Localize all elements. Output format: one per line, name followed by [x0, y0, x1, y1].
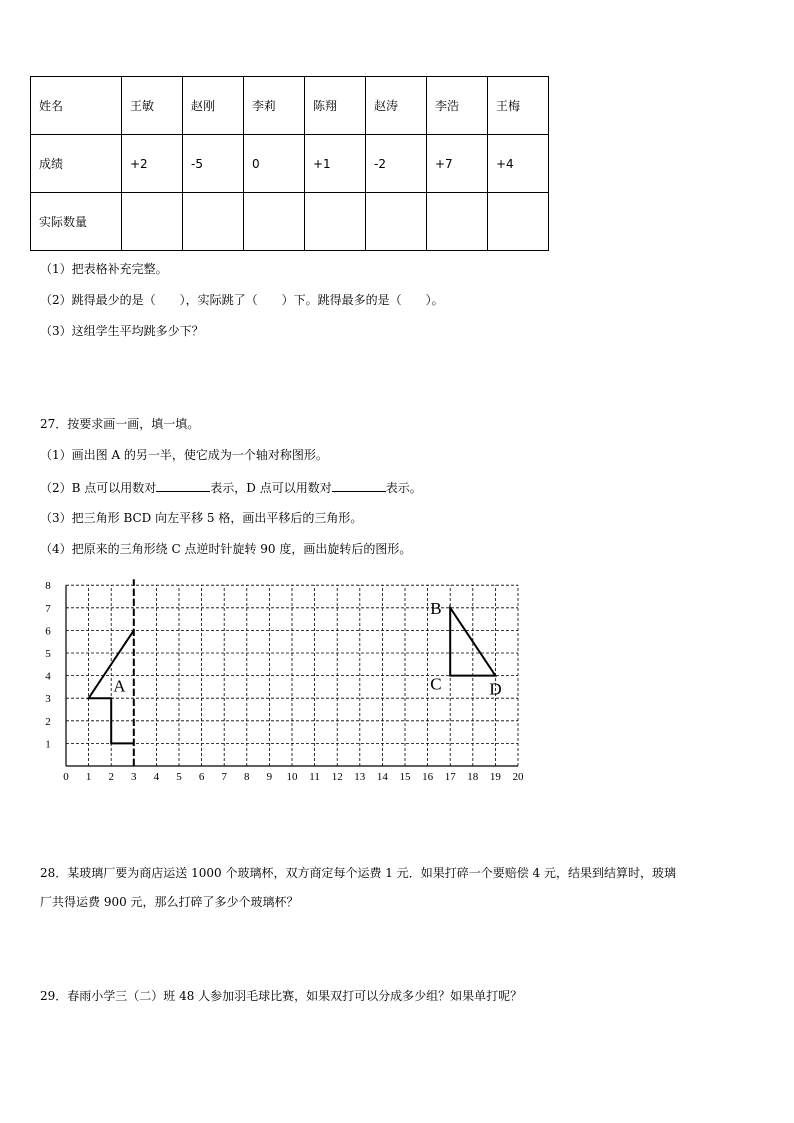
x-tick-label: 17	[444, 771, 456, 783]
x-tick-label: 13	[354, 771, 366, 783]
x-tick-label: 2	[108, 771, 114, 783]
table-header-cell: 姓名	[31, 77, 122, 135]
q28-line2: 厂共得运费 900 元，那么打碎了多少个玻璃杯？	[40, 895, 299, 909]
x-tick-label: 20	[512, 771, 524, 783]
actual-cell	[183, 193, 244, 251]
q26-part1: （1）把表格补充完整。	[40, 262, 168, 276]
x-tick-label: 19	[489, 771, 501, 783]
q26-part3: （3）这组学生平均跳多少下？	[40, 324, 204, 338]
score-cell: +1	[305, 135, 366, 193]
answer-blank[interactable]	[332, 480, 386, 492]
score-table	[30, 76, 549, 251]
x-tick-label: 9	[266, 771, 273, 783]
x-tick-label: 3	[131, 771, 137, 783]
x-tick-label: 7	[221, 771, 227, 783]
coordinate-grid	[30, 572, 540, 787]
q27-part2	[40, 480, 422, 495]
table-header-cell: 陈翔	[305, 77, 366, 135]
table-row-label: 实际数量	[31, 193, 122, 251]
y-tick-label: 5	[45, 648, 51, 660]
x-tick-label: 4	[153, 771, 160, 783]
q26-part2: （2）跳得最少的是（ ），实际跳了（ ）下。跳得最多的是（ ）。	[40, 293, 444, 307]
q27-part2-text-b: 表示，D 点可以用数对	[210, 481, 332, 495]
q27-part1: （1）画出图 A 的另一半，使它成为一个轴对称图形。	[40, 448, 328, 462]
x-tick-label: 1	[85, 771, 92, 783]
x-tick-label: 10	[286, 771, 298, 783]
label-B: B	[430, 598, 442, 618]
actual-cell	[366, 193, 427, 251]
y-tick-label: 4	[45, 670, 51, 683]
actual-cell	[244, 193, 305, 251]
y-tick-label: 2	[45, 715, 51, 728]
label-D: D	[489, 679, 502, 699]
actual-cell	[305, 193, 366, 251]
x-tick-label: 15	[399, 771, 411, 783]
x-tick-label: 5	[176, 771, 182, 783]
score-cell: 0	[244, 135, 305, 193]
table-header-cell: 王敏	[122, 77, 183, 135]
table-row-actual	[31, 193, 549, 251]
q29-line1: 29．春雨小学三（二）班 48 人参加羽毛球比赛，如果双打可以分成多少组？如果单打呢？	[40, 989, 523, 1003]
q27-title: 27．按要求画一画，填一填。	[40, 417, 200, 431]
score-cell: +2	[122, 135, 183, 193]
actual-cell	[122, 193, 183, 251]
q27-part3: （3）把三角形 BCD 向左平移 5 格，画出平移后的三角形。	[40, 511, 363, 525]
table-header-cell: 赵刚	[183, 77, 244, 135]
x-tick-label: 0	[63, 771, 69, 783]
x-tick-label: 12	[331, 771, 343, 783]
label-A: A	[113, 676, 126, 696]
score-cell: +7	[427, 135, 488, 193]
table-row-scores	[31, 135, 549, 193]
answer-blank[interactable]	[156, 480, 210, 492]
table-header-cell: 李浩	[427, 77, 488, 135]
x-tick-label: 18	[467, 771, 479, 783]
actual-cell	[488, 193, 549, 251]
x-tick-label: 8	[244, 771, 250, 783]
score-cell: -5	[183, 135, 244, 193]
q27-part4: （4）把原来的三角形绕 C 点逆时针旋转 90 度，画出旋转后的图形。	[40, 542, 412, 556]
table-row-label: 成绩	[31, 135, 122, 193]
x-tick-label: 6	[198, 771, 205, 783]
q27-part2-text-a: （2）B 点可以用数对	[40, 481, 157, 495]
table-header-cell: 赵涛	[366, 77, 427, 135]
score-cell: +4	[488, 135, 549, 193]
x-tick-label: 16	[422, 771, 434, 783]
table-header-cell: 王梅	[488, 77, 549, 135]
actual-cell	[427, 193, 488, 251]
label-C: C	[430, 674, 442, 694]
y-tick-label: 3	[45, 693, 51, 706]
figure-A-half	[89, 630, 134, 743]
y-tick-label: 6	[45, 625, 51, 638]
x-tick-label: 14	[376, 771, 388, 783]
table-row-names	[31, 77, 549, 135]
x-tick-label: 11	[309, 771, 320, 783]
score-cell: -2	[366, 135, 427, 193]
y-tick-label: 8	[45, 580, 51, 593]
q28-line1: 28．某玻璃厂要为商店运送 1000 个玻璃杯，双方商定每个运费 1 元．如果打碎一个要赔偿 4 元，结果到结算时，玻璃	[40, 866, 676, 880]
q27-part2-text-c: 表示。	[385, 481, 422, 495]
y-tick-label: 7	[45, 602, 51, 615]
y-tick-label: 1	[45, 738, 51, 751]
table-header-cell: 李莉	[244, 77, 305, 135]
